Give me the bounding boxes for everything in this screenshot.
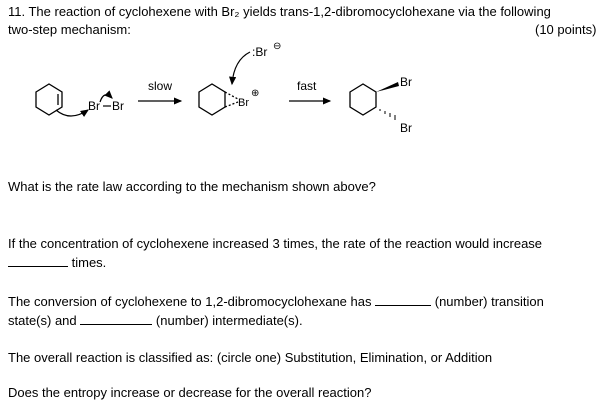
transition-question — [8, 294, 544, 310]
intermediates-blank[interactable] — [80, 313, 152, 325]
hash-bond — [380, 109, 395, 120]
product-br-bottom: Br — [400, 121, 412, 135]
product-molecule — [350, 84, 376, 115]
transition-question-line2 — [8, 313, 303, 329]
wedge-bond — [376, 82, 399, 92]
classification-question: The overall reaction is classified as: (circle one) Substitution, Elimination, or Addition — [8, 350, 493, 365]
curved-arrow-br-bond — [100, 95, 112, 102]
cyclohexene-molecule — [36, 84, 62, 115]
br-right: Br — [112, 99, 124, 113]
step2-label: fast — [297, 79, 317, 93]
concentration-question-line2 — [8, 255, 106, 271]
rate-law-question: What is the rate law according to the mechanism shown above? — [8, 179, 376, 194]
curved-arrow-pi-bond — [56, 110, 88, 116]
bromide-charge: ⊖ — [273, 41, 282, 52]
transition-text-3: state(s) and — [8, 313, 77, 328]
concentration-question: If the concentration of cyclohexene increased 3 times, the rate of the reaction would increase — [8, 236, 543, 251]
bromonium-ring — [199, 84, 238, 115]
concentration-answer-blank[interactable] — [8, 255, 68, 267]
question-title: 11. The reaction of cyclohexene with Br₂ yields trans-1,2-dibromocyclohexane via the following — [8, 4, 551, 19]
transition-text-1: The conversion of cyclohexene to 1,2-dibromocyclohexane has — [8, 294, 372, 309]
br-left: Br — [88, 99, 100, 113]
points-label: (10 points) — [535, 22, 597, 37]
transition-text-4: (number) intermediate(s). — [155, 313, 303, 328]
bromonium-charge: ⊕ — [251, 88, 260, 99]
curved-arrow-bromide — [232, 52, 250, 84]
step1-label: slow — [148, 79, 173, 93]
bromonium-br: Br — [238, 97, 249, 109]
transition-states-blank[interactable] — [375, 294, 431, 306]
transition-text-2: (number) transition — [434, 294, 544, 309]
entropy-question: Does the entropy increase or decrease for the overall reaction? — [8, 385, 372, 400]
mechanism-scheme — [0, 40, 608, 150]
concentration-suffix: times. — [71, 255, 107, 270]
question-subtitle: two-step mechanism: — [8, 22, 131, 37]
product-br-top: Br — [400, 75, 412, 89]
bromide-ion: :Br — [252, 45, 268, 59]
